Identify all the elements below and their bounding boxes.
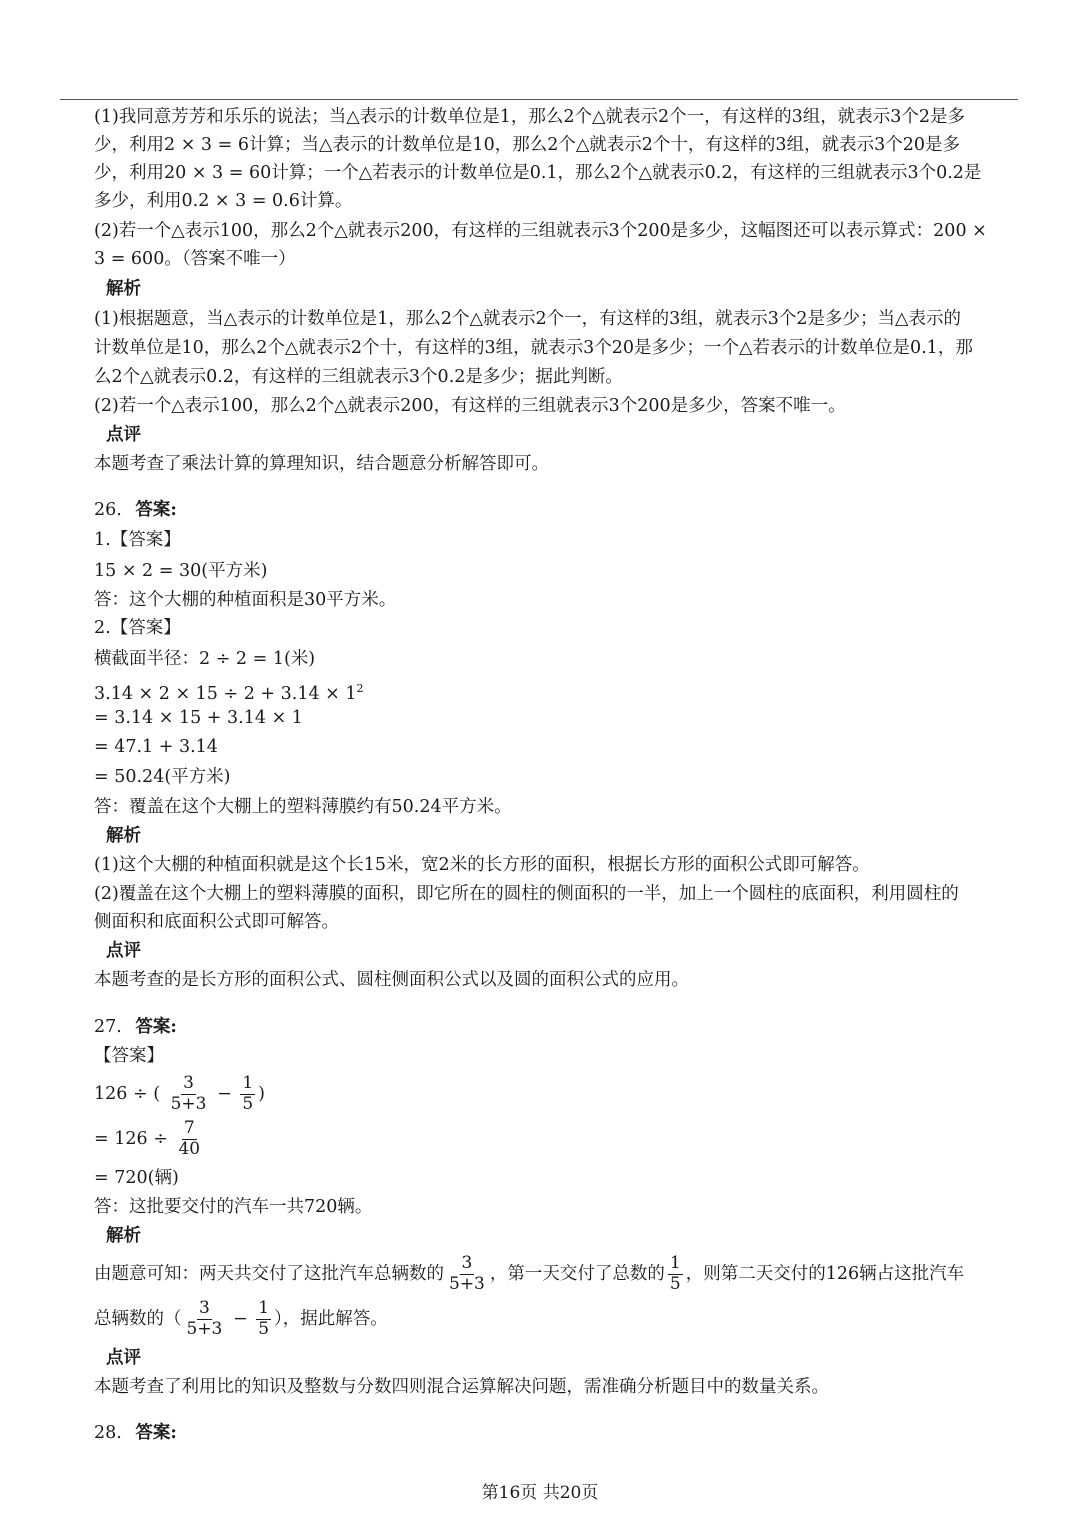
fraction-numerator: 1 [242,1073,254,1094]
answer-label: 答案: [135,1017,177,1037]
answer-tag: 【答案】 [94,1046,164,1066]
comment-heading: 点评 [106,425,141,445]
analysis-text: ），据此解答。 [274,1309,388,1329]
analysis-heading: 解析 [106,826,141,846]
fraction-denominator: 5 [258,1319,270,1339]
calc-line [94,1115,205,1163]
operator: − [217,1084,232,1104]
calc-text: 126 ÷ ( [94,1084,161,1104]
answer-line: (2)若一个△表示100，那么2个△就表示200，有这样的三组就表示3个200是多少，这幅图还可以表示算式：200 × [94,221,987,241]
fraction [256,1300,271,1339]
fraction [169,1075,209,1114]
analysis-line: (2)覆盖在这个大棚上的塑料薄膜的面积，即它所在的圆柱的侧面积的一半，加上一个圆柱的底面积，利用圆柱的 [94,884,959,904]
calc-line [94,676,364,707]
answer-line: 多少，利用0.2 × 3 = 0.6计算。 [94,191,353,211]
calc-line: 横截面半径：2 ÷ 2 = 1(米) [94,649,316,669]
comment-heading: 点评 [106,1348,141,1368]
calc-line: 15 × 2 = 30(平方米) [94,561,268,581]
analysis-line [94,1295,388,1343]
fraction-numerator: 3 [461,1253,473,1274]
fraction [668,1255,683,1294]
fraction-numerator: 3 [199,1298,210,1319]
page-footer: 第16页 共20页 [481,1483,599,1503]
calc-line: = 47.1 + 3.14 [94,737,218,757]
problem-heading [94,497,177,523]
sub-answer-heading: 2.【答案】 [94,618,181,638]
comment-text: 本题考查了乘法计算的算理知识，结合题意分析解答即可。 [94,454,549,474]
analysis-line: 么2个△就表示0.2，有这样的三组就表示3个0.2是多少；据此判断。 [94,367,623,387]
operator: − [232,1309,248,1329]
fraction-denominator: 5 [242,1094,254,1114]
answer-sentence: 答：这个大棚的种植面积是30平方米。 [94,590,397,610]
fraction-denominator: 5+3 [186,1319,223,1339]
problem-number: 27. [94,1017,122,1037]
analysis-line: (1)根据题意，当△表示的计数单位是1，那么2个△就表示2个一，有这样的3组，就表示3个2是多少；当△表示的 [94,309,961,329]
analysis-text: ，则第二天交付的126辆占这批汽车 [685,1264,965,1284]
fraction [240,1075,255,1114]
fraction [447,1255,487,1294]
fraction [176,1120,202,1159]
header-rule [60,99,1018,100]
calc-expression: 3.14 × 2 × 15 ÷ 2 + 3.14 × 1 [94,683,357,704]
analysis-line: 计数单位是10，那么2个△就表示2个十，有这样的3组，就表示3个20是多少；一个△若表示的计数单位是0.1，那 [94,338,973,358]
fraction-denominator: 40 [178,1139,201,1159]
fraction-denominator: 5+3 [449,1274,485,1294]
analysis-text: 由题意可知：两天共交付了这批汽车总辆数的 [94,1264,444,1284]
analysis-heading: 解析 [106,279,141,299]
answer-line: 3 = 600。（答案不唯一） [94,249,296,269]
sub-answer-heading: 1.【答案】 [94,530,181,550]
problem-number: 26. [94,500,122,520]
fraction-denominator: 5+3 [170,1094,207,1114]
answer-line: (1)我同意芳芳和乐乐的说法；当△表示的计数单位是1，那么2个△就表示2个一，有这样的3组，就表示3个2是多 [94,107,966,127]
comment-heading: 点评 [106,941,141,961]
fraction-numerator: 1 [669,1253,681,1274]
comment-text: 本题考查的是长方形的面积公式、圆柱侧面积公式以及圆的面积公式的应用。 [94,970,689,990]
answer-sentence: 答：这批要交付的汽车一共720辆。 [94,1197,373,1217]
analysis-line [94,1250,964,1298]
calc-text: ) [258,1084,265,1104]
answer-line: 少，利用20 × 3 = 60计算；一个△若表示的计数单位是0.1，那么2个△就表示0.2，有这样的三组就表示3个0.2是 [94,163,982,183]
analysis-text: ，第一天交付了总数的 [489,1264,665,1284]
answer-sentence: 答：覆盖在这个大棚上的塑料薄膜约有50.24平方米。 [94,797,512,817]
calc-text: = 126 ÷ [94,1129,168,1149]
answer-label: 答案: [135,500,177,520]
fraction [185,1300,225,1339]
analysis-heading: 解析 [106,1226,141,1246]
fraction-denominator: 5 [669,1274,681,1294]
answer-label: 答案: [135,1423,177,1443]
analysis-text: 总辆数的（ [94,1309,182,1329]
problem-number: 28. [94,1423,122,1443]
analysis-line: 侧面积和底面积公式即可解答。 [94,912,339,932]
fraction-numerator: 7 [183,1118,195,1139]
calc-line [94,1070,265,1118]
analysis-line: (1)这个大棚的种植面积就是这个长15米，宽2米的长方形的面积，根据长方形的面积公式即可解答。 [94,855,870,875]
answer-line: 少，利用2 × 3 = 6计算；当△表示的计数单位是10，那么2个△就表示2个十，有这样的3组，就表示3个20是多 [94,135,960,155]
fraction-numerator: 1 [258,1298,270,1319]
calc-line: = 720(辆) [94,1168,179,1188]
problem-heading [94,1014,177,1040]
fraction-numerator: 3 [183,1073,194,1094]
calc-line: = 50.24(平方米) [94,767,231,787]
exponent: 2 [356,682,364,695]
comment-text: 本题考查了利用比的知识及整数与分数四则混合运算解决问题，需准确分析题目中的数量关系。 [94,1377,829,1397]
calc-line: = 3.14 × 15 + 3.14 × 1 [94,708,303,728]
problem-heading [94,1420,177,1446]
analysis-line: (2)若一个△表示100，那么2个△就表示200，有这样的三组就表示3个200是多少，答案不唯一。 [94,396,846,416]
